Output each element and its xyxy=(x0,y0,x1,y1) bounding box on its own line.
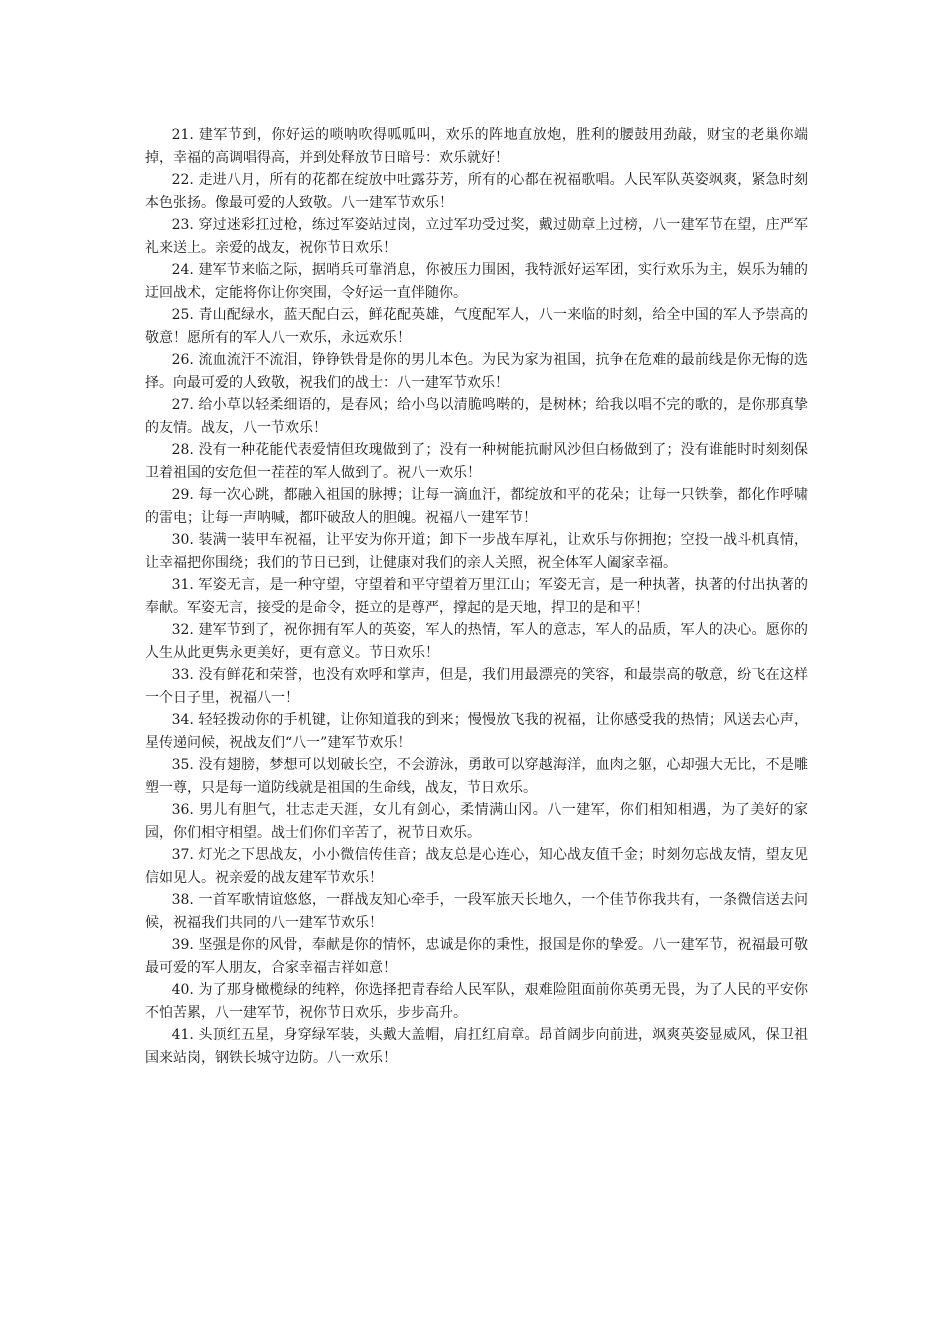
paragraph-21: 21. 建军节到，你好运的唢呐吹得呱呱叫，欢乐的阵地直放炮，胜利的腰鼓用劲敲，财宝的老巢你端掉，幸福的高调唱得高，并到处释放节日暗号：欢乐就好！ xyxy=(145,127,808,166)
paragraph-37: 37. 灯光之下思战友，小小微信传佳音；战友总是心连心，知心战友值千金；时刻勿忘战友情，望友见信如见人。祝亲爱的战友建军节欢乐！ xyxy=(145,847,808,886)
paragraph-33: 33. 没有鲜花和荣誉，也没有欢呼和掌声，但是，我们用最漂亮的笑容，和最崇高的敬意，纷飞在这样一个日子里，祝福八一！ xyxy=(145,667,808,706)
paragraph-32: 32. 建军节到了，祝你拥有军人的英姿，军人的热情，军人的意志，军人的品质，军人的决心。愿你的人生从此更隽永更美好，更有意义。节日欢乐！ xyxy=(145,622,808,661)
paragraph-22: 22. 走进八月，所有的花都在绽放中吐露芬芳，所有的心都在祝福歌唱。人民军队英姿飒爽，紧急时刻本色张扬。像最可爱的人致敬。八一建军节欢乐！ xyxy=(145,172,808,211)
paragraph-23: 23. 穿过迷彩扛过枪，练过军姿站过岗，立过军功受过奖，戴过勋章上过榜，八一建军节在望，庄严军礼来送上。亲爱的战友，祝你节日欢乐！ xyxy=(145,217,808,256)
paragraph-28: 28. 没有一种花能代表爱情但玫瑰做到了；没有一种树能抗耐风沙但白杨做到了；没有谁能时时刻刻保卫着祖国的安危但一茬茬的军人做到了。祝八一欢乐！ xyxy=(145,442,808,481)
paragraph-27: 27. 给小草以轻柔细语的，是春风；给小鸟以清脆鸣啭的，是树林；给我以唱不完的歌的，是你那真挚的友情。战友，八一节欢乐！ xyxy=(145,397,808,436)
paragraph-26: 26. 流血流汗不流泪，铮铮铁骨是你的男儿本色。为民为家为祖国，抗争在危难的最前线是你无悔的选择。向最可爱的人致敬，祝我们的战士：八一建军节欢乐！ xyxy=(145,352,808,391)
paragraph-30: 30. 装满一装甲车祝福，让平安为你开道；卸下一步战车厚礼，让欢乐与你拥抱；空投一战斗机真情，让幸福把你围绕；我们的节日已到，让健康对我们的亲人关照，祝全体军人阖家幸福。 xyxy=(145,532,808,571)
paragraph-38: 38. 一首军歌情谊悠悠，一群战友知心牵手，一段军旅天长地久，一个佳节你我共有，一条微信送去问候，祝福我们共同的八一建军节欢乐！ xyxy=(145,892,808,931)
paragraph-24: 24. 建军节来临之际，据哨兵可靠消息，你被压力围困，我特派好运军团，实行欢乐为主，娱乐为辅的迂回战术，定能将你让你突围，令好运一直伴随你。 xyxy=(145,262,808,301)
paragraph-25: 25. 青山配绿水，蓝天配白云，鲜花配英雄，气度配军人，八一来临的时刻，给全中国的军人予崇高的敬意！愿所有的军人八一欢乐，永远欢乐！ xyxy=(145,307,808,346)
paragraph-35: 35. 没有翅膀，梦想可以划破长空，不会游泳，勇敢可以穿越海洋，血肉之躯，心却强大无比，不是雕塑一尊，只是每一道防线就是祖国的生命线，战友，节日欢乐。 xyxy=(145,757,808,796)
paragraph-34: 34. 轻轻拨动你的手机键，让你知道我的到来；慢慢放飞我的祝福，让你感受我的热情；风送去心声，星传递问候，祝战友们“八一”建军节欢乐！ xyxy=(145,712,808,751)
paragraph-40: 40. 为了那身橄榄绿的纯粹，你选择把青春给人民军队，艰难险阻面前你英勇无畏，为了人民的平安你不怕苦累，八一建军节，祝你节日欢乐，步步高升。 xyxy=(145,982,808,1021)
paragraph-39: 39. 坚强是你的风骨，奉献是你的情怀，忠诚是你的秉性，报国是你的挚爱。八一建军节，祝福最可敬最可爱的军人朋友，合家幸福吉祥如意！ xyxy=(145,937,808,976)
paragraph-29: 29. 每一次心跳，都融入祖国的脉搏；让每一滴血汗，都绽放和平的花朵；让每一只铁拳，都化作呼啸的雷电；让每一声呐喊，都吓破敌人的胆魄。祝福八一建军节！ xyxy=(145,487,808,526)
paragraph-36: 36. 男儿有胆气，壮志走天涯，女儿有剑心，柔情满山冈。八一建军，你们相知相遇，为了美好的家园，你们相守相望。战士们你们辛苦了，祝节日欢乐。 xyxy=(145,802,808,841)
paragraph-41: 41. 头顶红五星，身穿绿军装，头戴大盖帽，肩扛红肩章。昂首阔步向前进，飒爽英姿显威风，保卫祖国来站岗，钢铁长城守边防。八一欢乐！ xyxy=(145,1027,808,1066)
paragraph-31: 31. 军姿无言，是一种守望，守望着和平守望着万里江山；军姿无言，是一种执著，执著的付出执著的奉献。军姿无言，接受的是命令，挺立的是尊严，撑起的是天地，捍卫的是和平！ xyxy=(145,577,808,616)
document-body xyxy=(145,124,808,1069)
